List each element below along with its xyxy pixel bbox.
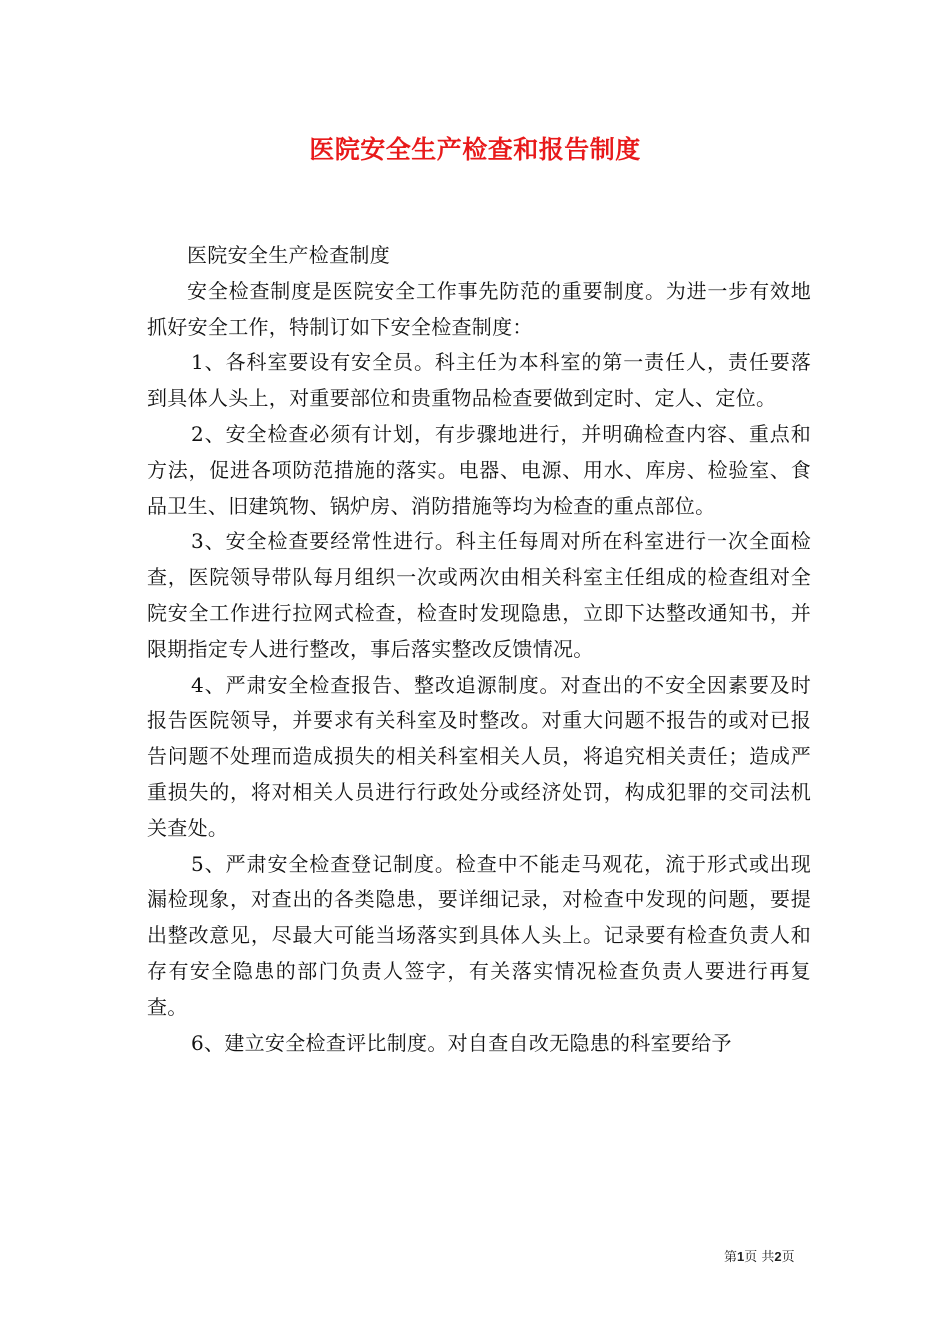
total-pages-number: 2 xyxy=(774,1249,782,1264)
clause-1-paragraph: 1、各科室要设有安全员。科主任为本科室的第一责任人，责任要落到具体人头上，对重要部位和贵重物品检查要做到定时、定人、定位。 xyxy=(147,350,811,411)
clause-2-paragraph: 2、安全检查必须有计划，有步骤地进行，并明确检查内容、重点和方法，促进各项防范措施的落实。电器、电源、用水、库房、检验室、食品卫生、旧建筑物、锅炉房、消防措施等均为检查的重点部位。 xyxy=(147,421,811,518)
intro-paragraph: 安全检查制度是医院安全工作事先防范的重要制度。为进一步有效地抓好安全工作，特制订如下安全检查制度： xyxy=(147,278,811,339)
document-body xyxy=(147,238,811,1061)
section-heading: 医院安全生产检查制度 xyxy=(187,243,390,267)
current-page-number: 1 xyxy=(737,1249,745,1264)
document-title: 医院安全生产检查和报告制度 xyxy=(309,135,641,164)
clause-3-paragraph: 3、安全检查要经常性进行。科主任每周对所在科室进行一次全面检查，医院领导带队每月组织一次或两次由相关科室主任组成的检查组对全院安全工作进行拉网式检查，检查时发现隐患，立即下达整改通知书，并限期指定专人进行整改，事后落实整改反馈情况。 xyxy=(147,529,811,661)
clause-4-paragraph: 4、严肃安全检查报告、整改追源制度。对查出的不安全因素要及时报告医院领导，并要求有关科室及时整改。对重大问题不报告的或对已报告问题不处理而造成损失的相关科室相关人员，将追究相关责任；造成严重损失的，将对相关人员进行行政处分或经济处罚，构成犯罪的交司法机关查处。 xyxy=(147,672,811,840)
footer-suffix: 页 xyxy=(781,1250,795,1265)
footer-middle: 页 共 xyxy=(744,1250,775,1265)
clause-6-paragraph: 6、建立安全检查评比制度。对自查自改无隐患的科室要给予 xyxy=(191,1030,732,1055)
page-number-footer xyxy=(724,1248,795,1267)
clause-5-paragraph: 5、严肃安全检查登记制度。检查中不能走马观花，流于形式或出现漏检现象，对查出的各类隐患，要详细记录，对检查中发现的问题，要提出整改意见，尽最大可能当场落实到具体人头上。记录要有检查负责人和存有安全隐患的部门负责人签字，有关落实情况检查负责人要进行再复查。 xyxy=(147,851,811,1019)
footer-prefix: 第 xyxy=(724,1250,738,1265)
